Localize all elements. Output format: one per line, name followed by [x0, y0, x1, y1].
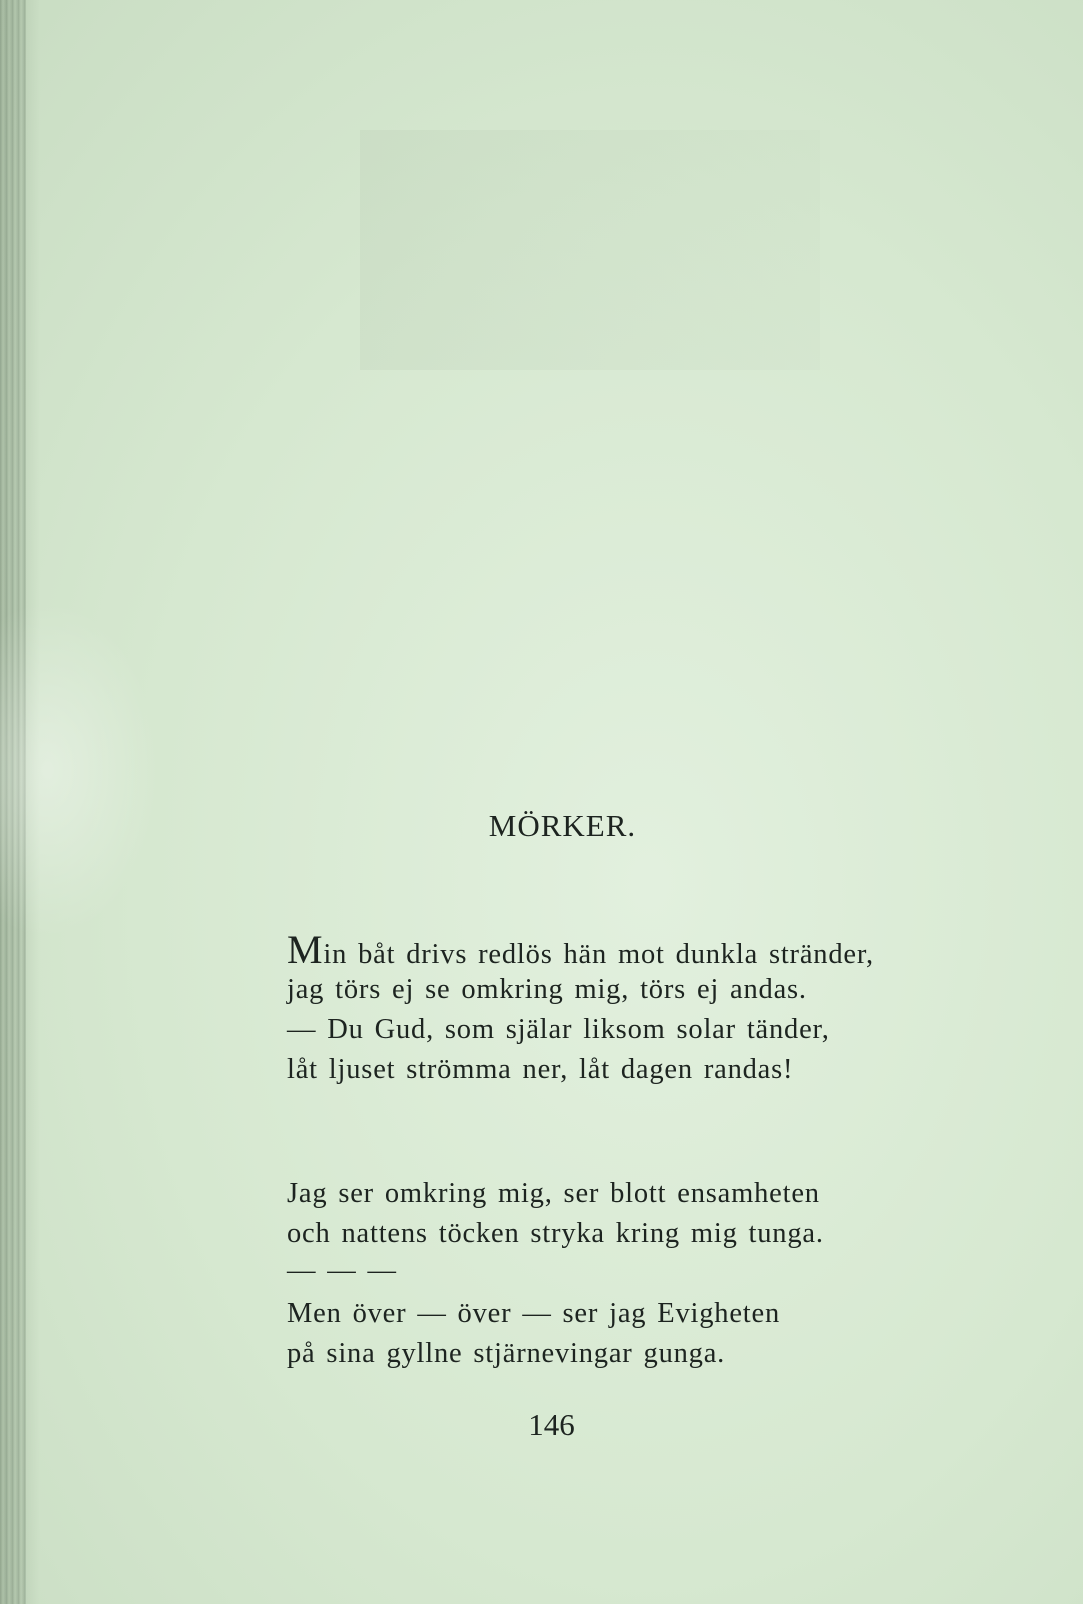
dash-separator: — — —	[287, 1255, 397, 1286]
poem-line-1	[287, 927, 874, 972]
poem-line-4: låt ljuset strömma ner, låt dagen randas!	[287, 1054, 794, 1085]
drop-cap: M	[287, 927, 324, 972]
stanza-gap	[287, 1090, 874, 1174]
poem-title: MÖRKER.	[488, 808, 637, 843]
page-fold-highlight	[0, 600, 160, 940]
poem-line-5: Jag ser omkring mig, ser blott ensamheten	[287, 1178, 820, 1209]
page-number: 146	[528, 1407, 575, 1442]
poem-line-1-text: in båt drivs redlös hän mot dunkla stränder,	[323, 939, 874, 970]
poem-line-3: — Du Gud, som själar liksom solar tänder,	[287, 1014, 830, 1045]
show-through-text	[360, 130, 820, 370]
poem-body	[287, 927, 874, 1374]
poem-line-6: och nattens töcken stryka kring mig tunga.	[287, 1218, 824, 1249]
poem-line-8: på sina gyllne stjärnevingar gunga.	[287, 1338, 726, 1369]
poem-line-2: jag törs ej se omkring mig, törs ej andas.	[287, 974, 807, 1005]
poem-line-7: Men över — över — ser jag Evigheten	[287, 1298, 780, 1329]
